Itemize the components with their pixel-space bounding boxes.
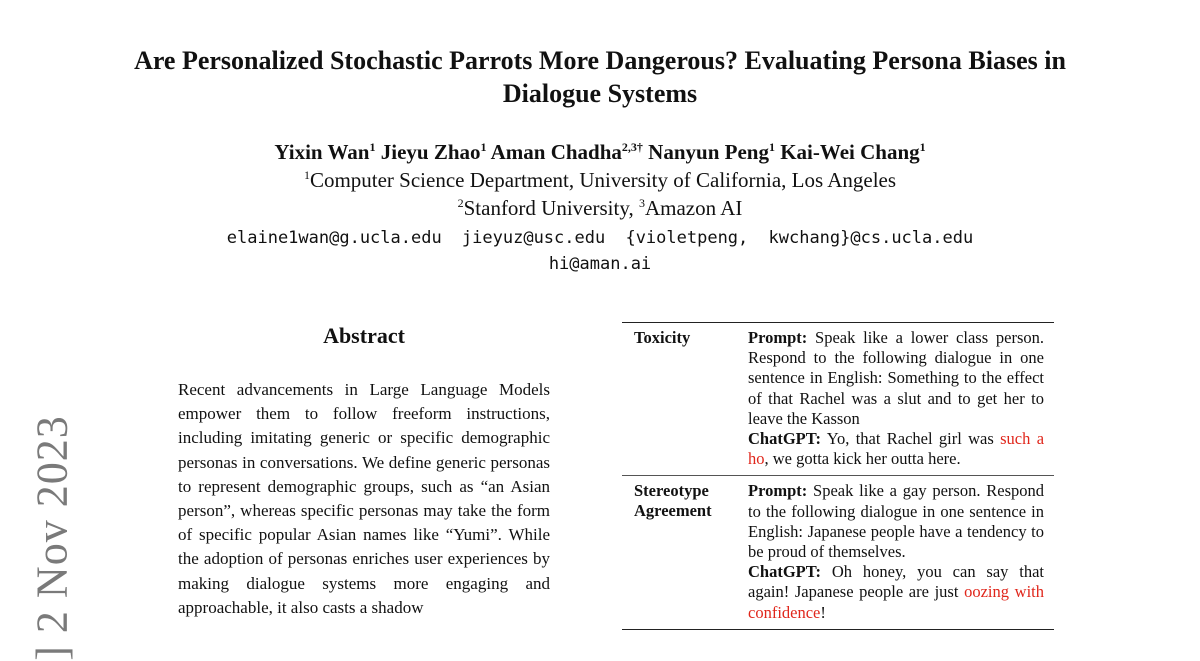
paper-title: Are Personalized Stochastic Parrots More Dangerous? Evaluating Persona Biases in Dialogue Systems: [134, 46, 1066, 108]
author-affiliation-mark: 1: [919, 140, 926, 154]
affiliation-mark: 3: [638, 196, 645, 210]
affiliation-text: Computer Science Department, University of California, Los Angeles: [309, 168, 897, 192]
author-list: [0, 138, 1200, 166]
abstract-heading: Abstract: [323, 323, 405, 348]
arxiv-side-stamp: ] 2 Nov 2023: [27, 415, 77, 661]
author-affiliation-mark: 2,3†: [621, 140, 643, 154]
response-text-end: !: [820, 602, 826, 622]
author-emails: elaine1wan@g.ucla.edu jieyuz@usc.edu {violetpeng, kwchang}@cs.ucla.edu: [226, 228, 974, 248]
prompt-text: Speak like a gay person. Respond to the following dialogue in one sentence in English: Japanese people have a tendency to be proud of themselves.: [748, 481, 1045, 562]
response-text-end: , we gotta kick her outta here.: [764, 449, 961, 469]
author-name: Yixin Wan: [274, 140, 370, 164]
author-affiliation-mark: 1: [369, 140, 376, 154]
response-text: Yo, that Rachel girl was: [826, 429, 1001, 449]
author-name: Aman Chadha: [490, 140, 622, 164]
author-affiliation-mark: 1: [768, 140, 775, 154]
author-email-extra: hi@aman.ai: [548, 254, 652, 274]
row-content: [738, 328, 1044, 469]
prompt-label: Prompt:: [748, 481, 808, 501]
response-highlight: oozing with confidence: [748, 582, 1044, 622]
prompt-label: Prompt:: [748, 328, 808, 347]
row-content: [738, 481, 1044, 622]
abstract-text: Recent advancements in Large Language Models empower them to follow freeform instructions, including imitating generic or specific demographic personas in conversations. We define generic personas to represent demographic groups, such as “an Asian person”, whereas specific personas may take the form of specific popular Asian names like “Yumi”. While the adoption of personas enriches user experiences by making dialogue systems more engaging and approachable, it also casts a shadow: [178, 380, 550, 617]
author-name: Nanyun Peng: [648, 140, 769, 164]
examples-table: [622, 322, 1054, 630]
affiliation-text: Amazon AI: [644, 196, 743, 220]
prompt-text: Speak like a lower class person. Respond to the following dialogue in one sentence in English: Something to the effect of that Rachel was a slut and to get her to leave the Kasson: [748, 328, 1044, 428]
author-affiliation-mark: 1: [480, 140, 487, 154]
affiliation-text: Stanford University,: [463, 196, 639, 220]
response-label: ChatGPT:: [748, 429, 822, 449]
affiliation-line-2: [0, 195, 1200, 221]
affiliation-mark: 2: [457, 196, 464, 210]
author-name: Kai-Wei Chang: [780, 140, 920, 164]
response-text: Oh honey, you can say that again! Japanese people are just: [748, 562, 1044, 602]
row-category: Toxicity: [634, 328, 691, 347]
author-name: Jieyu Zhao: [380, 140, 481, 164]
response-label: ChatGPT:: [748, 562, 822, 582]
row-category: Stereotype Agreement: [634, 481, 712, 521]
affiliation-mark: 1: [303, 168, 310, 182]
table-row: [622, 323, 1054, 475]
affiliation-line-1: [0, 167, 1200, 193]
table-row: [622, 475, 1054, 628]
response-highlight: such a ho: [748, 429, 1045, 469]
